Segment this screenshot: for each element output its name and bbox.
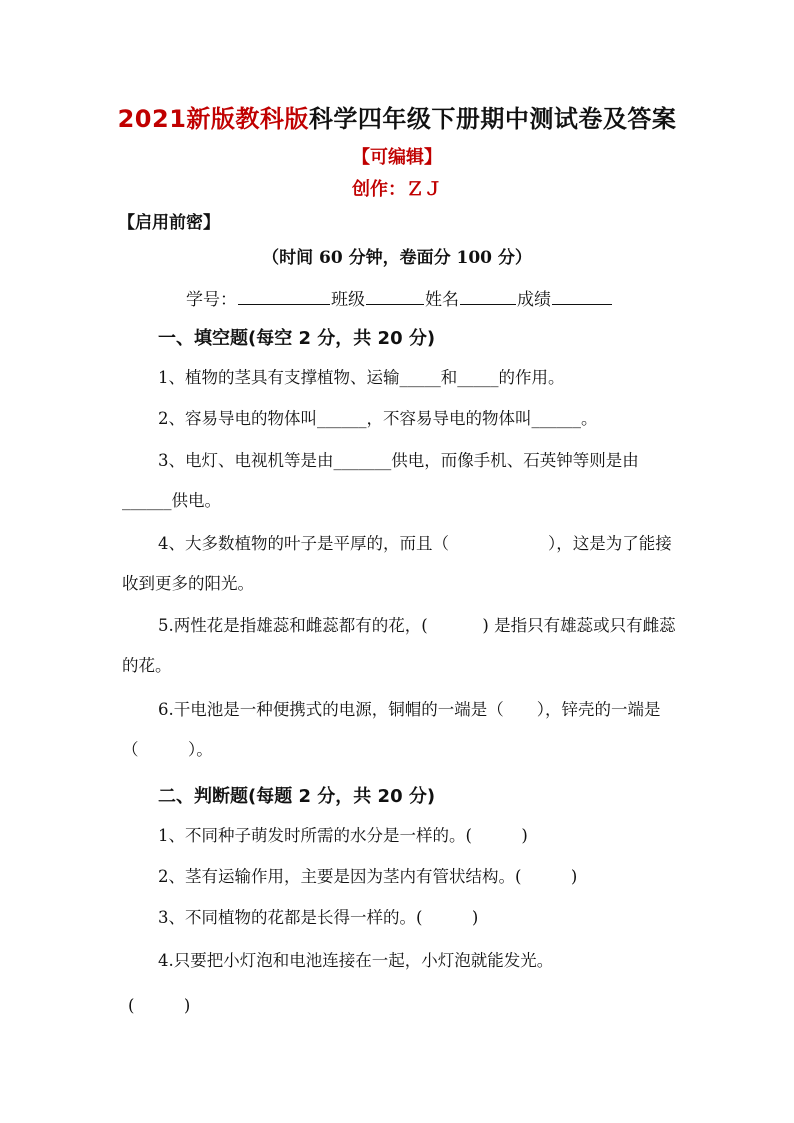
student-id-blank[interactable]	[238, 286, 330, 305]
score-blank[interactable]	[552, 286, 612, 305]
name-label: 姓名	[425, 290, 459, 310]
judge-question-4: 4.只要把小灯泡和电池连接在一起，小灯泡就能发光。	[158, 951, 554, 970]
student-id-label: 学号：	[186, 290, 237, 310]
page-title	[0, 103, 794, 135]
fill-question-1: 1、植物的茎具有支撑植物、运输_____和_____的作用。	[158, 368, 565, 387]
fill-question-2: 2、容易导电的物体叫______，不容易导电的物体叫______。	[158, 409, 598, 428]
fill-question-3: 3、电灯、电视机等是由_______供电，而像手机、石英钟等则是由______供电。	[122, 451, 639, 510]
judge-question-1: 1、不同种子萌发时所需的水分是一样的。( )	[158, 826, 528, 845]
section2-title: 二、判断题(每题 2 分，共 20 分)	[158, 786, 436, 807]
judge-question-3: 3、不同植物的花都是长得一样的。( )	[158, 908, 479, 927]
class-blank[interactable]	[366, 286, 424, 305]
time-info: （时间 60 分钟，卷面分 100 分）	[262, 248, 532, 268]
judge-question-4-paren[interactable]: ( )	[128, 996, 191, 1015]
student-info-line	[186, 286, 613, 312]
editable-note: 【可编辑】	[352, 147, 442, 168]
judge-question-2: 2、茎有运输作用，主要是因为茎内有管状结构。( )	[158, 867, 578, 886]
fill-question-6: 6.干电池是一种便携式的电源，铜帽的一端是（ ），锌壳的一端是（ ）。	[122, 700, 661, 759]
class-label: 班级	[331, 290, 365, 310]
author-line: 创作：ＺＪ	[352, 179, 442, 200]
fill-question-5: 5.两性花是指雄蕊和雌蕊都有的花，( ) 是指只有雄蕊或只有雌蕊的花。	[122, 616, 676, 675]
score-label: 成绩	[517, 290, 551, 310]
fill-question-4: 4、大多数植物的叶子是平厚的，而且（ ），这是为了能接收到更多的阳光。	[122, 534, 672, 593]
section1-title: 一、填空题(每空 2 分，共 20 分)	[158, 328, 436, 349]
title-red-part: 2021新版教科版	[117, 105, 309, 133]
title-black-part: 科学四年级下册期中测试卷及答案	[308, 105, 677, 133]
secret-label: 【启用前密】	[118, 213, 220, 233]
name-blank[interactable]	[460, 286, 516, 305]
